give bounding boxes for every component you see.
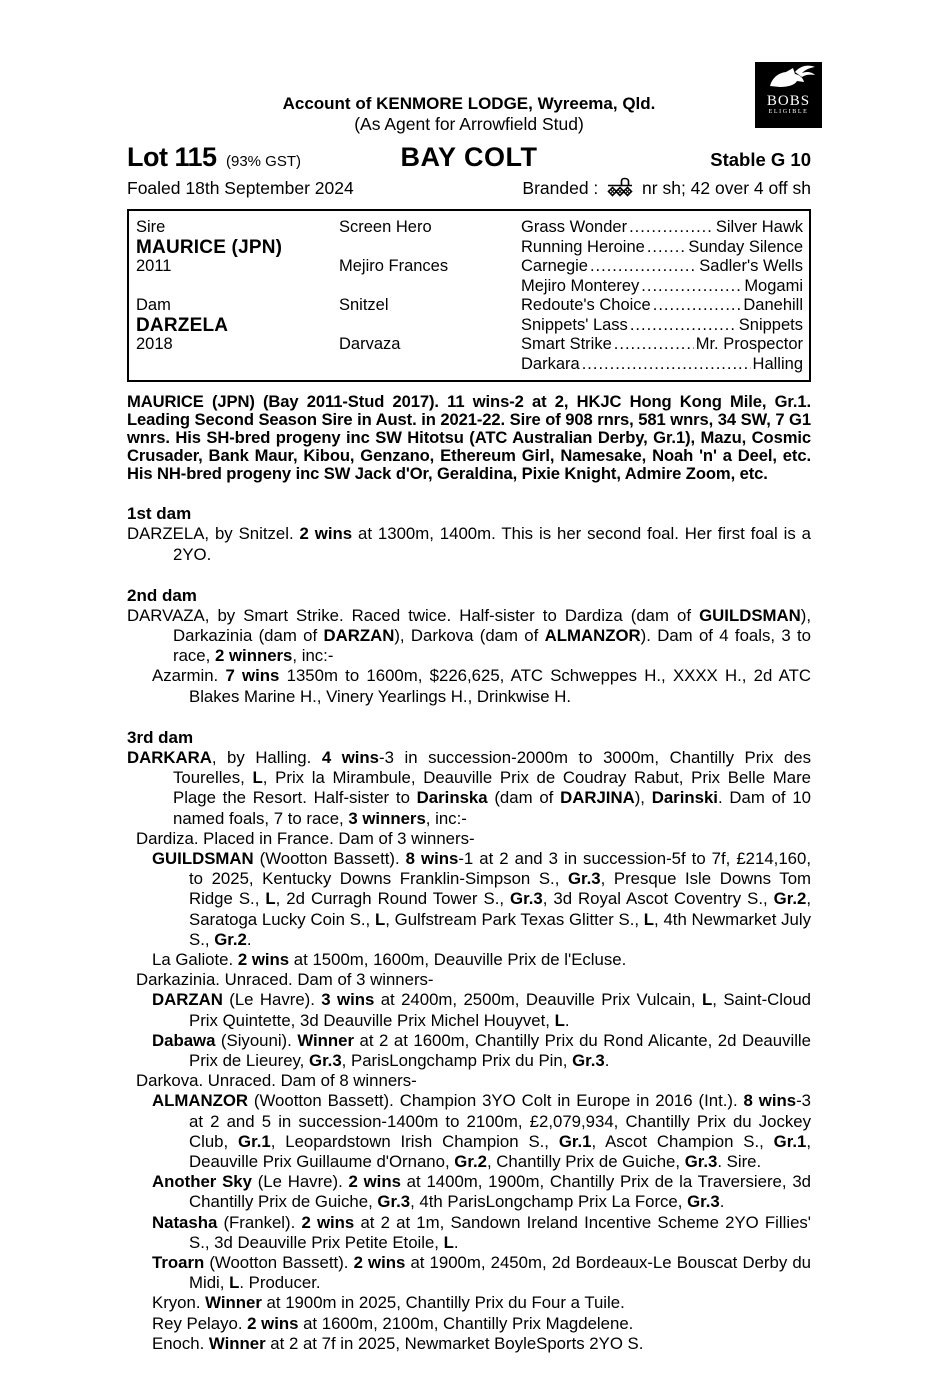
ancestor-pair [521, 238, 803, 258]
section-heading: 2nd dam [127, 585, 197, 605]
foaled-branded-row [127, 176, 811, 199]
ancestor-pair [521, 316, 803, 336]
dot-leader [590, 257, 697, 277]
section-heading: 3rd dam [127, 727, 194, 747]
dardiza-entry: Dardiza. Placed in France. Dam of 3 winners- [136, 828, 475, 848]
parent-name: DARZELA [136, 314, 229, 336]
darkova-entry: Darkova. Unraced. Dam of 8 winners- [136, 1071, 417, 1091]
ancestor-name: Redoute's Choice [521, 296, 651, 314]
ancestor-pair [521, 355, 803, 375]
content-column [127, 0, 811, 1354]
natasha-entry: Natasha (Frankel). 2 wins at 2 at 1m, Sandown Ireland Incentive Scheme 2YO Fillies' S., 3d Deauville Prix Petite Etoile, L. [152, 1212, 812, 1252]
darkazinia-entry: Darkazinia. Unraced. Dam of 3 winners- [136, 970, 434, 990]
grandparent-name: Darvaza [339, 335, 401, 353]
another-sky-entry: Another Sky (Le Havre). 2 wins at 1400m, 1900m, Chantilly Prix de la Traversiere, 3d Chantilly Prix de Guiche, Gr.3, 4th ParisLongchamp Prix La Force, Gr.3. [152, 1172, 811, 1212]
ancestor-sire: Danehill [743, 296, 803, 314]
ancestor-sire: Mogami [744, 276, 803, 295]
dot-leader [653, 296, 742, 316]
gst-note: (93% GST) [226, 153, 302, 170]
dot-leader [647, 238, 686, 258]
dot-leader [630, 316, 737, 336]
vendor-agent-line: (As Agent for Arrowfield Stud) [354, 114, 584, 134]
azarmin-entry: Azarmin. 7 wins 1350m to 1600m, $226,625, ATC Schweppes H., XXXX H., 2d ATC Blakes Marine H., Vinery Yearlings H., Drinkwise H. [152, 666, 811, 706]
dam-sections [127, 504, 811, 1354]
foal-year: 2018 [136, 335, 173, 353]
enoch-entry: Enoch. Winner at 2 at 7f in 2025, Newmarket BoyleSports 2YO S. [152, 1333, 644, 1353]
section-heading: 1st dam [127, 504, 192, 524]
brand-description: nr sh; 42 over 4 off sh [642, 178, 811, 198]
bobs-logo-subtext: ELIGIBLE [768, 109, 809, 115]
ancestor-name: Smart Strike [521, 335, 612, 353]
grandparent-name: Snitzel [339, 296, 389, 314]
dot-leader [641, 277, 742, 297]
lot-group [127, 142, 301, 173]
bobs-logo-text: BOBS [766, 93, 811, 109]
rey-pelayo-entry: Rey Pelayo. 2 wins at 1600m, 2100m, Chantilly Prix Magdelene. [152, 1313, 634, 1333]
ancestor-sire: Mr. Prospector [695, 335, 803, 353]
dam-section [127, 504, 811, 564]
pedigree-grid [136, 218, 803, 374]
ancestor-sire: Halling [752, 354, 803, 373]
ancestor-name: Mejiro Monterey [521, 276, 640, 295]
guildsman-entry: GUILDSMAN (Wootton Bassett). 8 wins-1 at 2 and 3 in succession-5f to 7f, £214,160, to 2025, Kentucky Downs Franklin-Simpson S., Gr.3, Presque Isle Downs Tom Ridge S., L, 2d Curragh Round Tower S., Gr.3, 3d Royal Ascot Coventry S., Gr.2, Saratoga Lucky Coin S., L, Gulfstream Park Texas Glitter S., L, 4th Newmarket July S., Gr.2. [152, 848, 812, 949]
dam-section [127, 728, 811, 1354]
relation-label: Sire [136, 218, 166, 236]
dabawa-entry: Dabawa (Siyouni). Winner at 2 at 1600m, Chantilly Prix du Rond Alicante, 2d Deauville Prix de Lieurey, Gr.3, ParisLongchamp Prix du Pin, Gr.3. [152, 1030, 811, 1070]
la-galiote-entry: La Galiote. 2 wins at 1500m, 1600m, Deauville Prix de l'Ecluse. [152, 949, 627, 969]
pedigree-table [127, 209, 811, 382]
ancestor-name: Carnegie [521, 257, 588, 275]
vendor-account-line: Account of KENMORE LODGE, Wyreema, Qld. [282, 94, 656, 113]
dam-section [127, 586, 811, 707]
ancestor-name: Darkara [521, 354, 580, 373]
parent-name: MAURICE (JPN) [136, 236, 283, 258]
station-brand-mark-icon [607, 176, 633, 198]
darvaza-record: DARVAZA, by Smart Strike. Raced twice. Half-sister to Dardiza (dam of GUILDSMAN), Darkazinia (dam of DARZAN), Darkova (dam of ALMANZOR). Dam of 4 foals, 3 to race, 2 winners, inc:- [127, 605, 812, 666]
ancestor-name: Snippets' Lass [521, 315, 628, 334]
foaled-date: Foaled 18th September 2024 [127, 178, 354, 198]
page-title: BAY COLT [400, 142, 538, 172]
branded-label: Branded : [522, 178, 599, 198]
ancestor-name: Running Heroine [521, 237, 645, 256]
dot-leader [582, 355, 751, 375]
ancestor-pair [521, 257, 803, 277]
ancestor-name: Grass Wonder [521, 218, 628, 236]
ancestor-sire: Silver Hawk [715, 218, 803, 236]
sire-summary: MAURICE (JPN) (Bay 2011-Stud 2017). 11 wins-2 at 2, HKJC Hong Kong Mile, Gr.1. Leading Second Season Sire in Aust. in 2021-22. Sire of 908 rnrs, 581 wnrs, 34 SW, 7 G1 wnrs. His SH-bred progeny inc SW Hitotsu (ATC Australian Derby, Gr.1), Mazu, Cosmic Crusader, Bank Maur, Kibou, Genzano, Ethereum Girl, Namesake, Noah 'n' a Deel, etc. His NH-bred progeny inc SW Jack d'Or, Geraldina, Pixie Knight, Admire Zoom, etc. [127, 392, 811, 484]
grandparent-name: Screen Hero [339, 218, 432, 236]
stable-location: Stable G 10 [710, 149, 811, 170]
ancestor-sire: Snippets [738, 315, 803, 334]
foal-year: 2011 [136, 257, 172, 275]
ancestor-pair [521, 296, 803, 316]
darkara-record: DARKARA, by Halling. 4 wins-3 in succession-2000m to 3000m, Chantilly Prix des Tourelles, L, Prix la Mirambule, Deauville Prix de Coudray Rabut, Prix Belle Mare Plage the Resort. Half-sister to Darinska (dam of DARJINA), Darinski. Dam of 10 named foals, 7 to race, 3 winners, inc:- [127, 747, 812, 828]
kryon-entry: Kryon. Winner at 1900m in 2025, Chantilly Prix du Four a Tuile. [152, 1293, 625, 1313]
ancestor-pair [521, 335, 803, 355]
ancestor-pair [521, 277, 803, 297]
ancestor-sire: Sadler's Wells [699, 257, 803, 275]
darzan-entry: DARZAN (Le Havre). 3 wins at 2400m, 2500m, Deauville Prix Vulcain, L, Saint-Cloud Prix Quintette, 3d Deauville Prix Michel Houyvet, L. [152, 990, 811, 1030]
dot-leader [614, 335, 694, 355]
branded-details [522, 176, 811, 199]
lot-number: Lot 115 [127, 142, 217, 172]
grandparent-name: Mejiro Frances [339, 257, 449, 275]
lot-title-row [127, 142, 811, 173]
ancestor-pair [521, 218, 803, 238]
relation-label: Dam [136, 296, 171, 314]
dot-leader [629, 218, 714, 238]
darzela-record: DARZELA, by Snitzel. 2 wins at 1300m, 1400m. This is her second foal. Her first foal is a 2YO. [127, 524, 811, 564]
almanzor-entry: ALMANZOR (Wootton Bassett). Champion 3YO Colt in Europe in 2016 (Int.). 8 wins-3 at 2 and 5 in succession-1400m to 2100m, £2,079,934, Chantilly Prix du Jockey Club, Gr.1, Leopardstown Irish Champion S., Gr.1, Ascot Champion S., Gr.1, Deauville Prix Guillaume d'Ornano, Gr.2, Chantilly Prix de Guiche, Gr.3. Sire. [152, 1091, 812, 1171]
ancestor-sire: Sunday Silence [688, 237, 803, 256]
troarn-entry: Troarn (Wootton Bassett). 2 wins at 1900m, 2450m, 2d Bordeaux-Le Bouscat Derby du Midi, L. Producer. [152, 1252, 812, 1293]
